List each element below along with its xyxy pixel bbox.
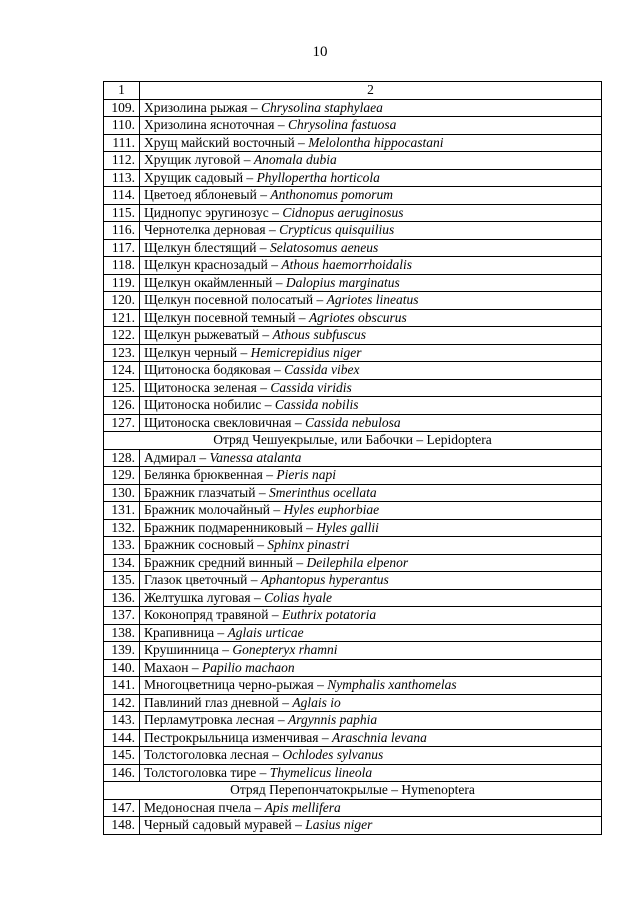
table-row <box>104 169 602 187</box>
table-row <box>104 344 602 362</box>
latin-name: Phyllopertha horticola <box>256 169 380 185</box>
table-row <box>104 519 602 537</box>
common-name: Глазок цветочный – <box>144 572 261 587</box>
row-number: 147. <box>104 799 140 817</box>
row-number: 122. <box>104 327 140 345</box>
species-name <box>140 764 602 782</box>
species-name <box>140 519 602 537</box>
table-row <box>104 414 602 432</box>
species-name <box>140 554 602 572</box>
common-name: Крушинница – <box>144 642 233 657</box>
table-row <box>104 572 602 590</box>
latin-name: Euthrix potatoria <box>282 607 377 622</box>
common-name: Черный садовый муравей – <box>144 817 306 832</box>
row-number: 138. <box>104 624 140 642</box>
table-row <box>104 677 602 695</box>
latin-name: Athous haemorrhoidalis <box>281 257 412 272</box>
latin-name: Cassida nebulosa <box>304 414 401 430</box>
species-name <box>140 134 602 152</box>
species-name <box>140 467 602 485</box>
latin-name: Araschnia levana <box>332 729 427 745</box>
species-name <box>140 414 602 432</box>
common-name: Махаон – <box>144 659 203 675</box>
latin-name: Thymelicus lineola <box>269 764 373 780</box>
row-number: 121. <box>104 309 140 327</box>
common-name: Пестрокрыльница изменчивая – <box>144 729 332 745</box>
row-number: 129. <box>104 467 140 485</box>
row-number: 148. <box>104 817 140 835</box>
table-row <box>104 222 602 240</box>
latin-name: Agriotes obscurus <box>308 309 407 325</box>
species-table <box>103 81 602 835</box>
species-name <box>140 817 602 835</box>
species-name <box>140 589 602 607</box>
species-name <box>140 152 602 170</box>
table-row <box>104 117 602 135</box>
latin-name: Colias hyale <box>264 589 332 605</box>
latin-name: Athous subfuscus <box>272 327 366 342</box>
common-name: Щитоноска бодяковая – <box>144 362 285 377</box>
row-number: 143. <box>104 712 140 730</box>
table-row <box>104 274 602 292</box>
row-number: 136. <box>104 589 140 607</box>
table-row <box>104 309 602 327</box>
table-row <box>104 397 602 415</box>
section-title: Отряд Чешуекрылые, или Бабочки – Lepidoptera <box>104 432 602 450</box>
common-name: Хрущик луговой – <box>144 152 254 167</box>
latin-name: Aglais io <box>292 694 341 710</box>
row-number: 116. <box>104 222 140 240</box>
latin-name: Papilio machaon <box>202 659 295 675</box>
row-number: 114. <box>104 187 140 205</box>
latin-name: Crypticus quisquilius <box>279 222 395 237</box>
common-name: Хрущик садовый – <box>144 169 257 185</box>
species-name <box>140 292 602 310</box>
common-name: Щелкун посевной темный – <box>144 309 309 325</box>
row-number: 134. <box>104 554 140 572</box>
species-name <box>140 624 602 642</box>
table-row <box>104 694 602 712</box>
table-row <box>104 554 602 572</box>
row-number: 124. <box>104 362 140 380</box>
common-name: Многоцветница черно-рыжая – <box>144 677 328 692</box>
common-name: Бражник глазчатый – <box>144 484 269 500</box>
species-name <box>140 607 602 625</box>
common-name: Белянка брюквенная – <box>144 467 277 482</box>
species-name <box>140 362 602 380</box>
common-name: Циднопус эругинозус – <box>144 204 283 220</box>
table-row <box>104 484 602 502</box>
latin-name: Sphinx pinastri <box>267 537 350 552</box>
species-name <box>140 537 602 555</box>
species-name <box>140 327 602 345</box>
row-number: 119. <box>104 274 140 292</box>
common-name: Толстоголовка лесная – <box>144 747 283 762</box>
latin-name: Aglais urticae <box>227 624 304 640</box>
table-row <box>104 502 602 520</box>
species-name <box>140 449 602 467</box>
row-number: 117. <box>104 239 140 257</box>
table-row <box>104 642 602 660</box>
row-number: 142. <box>104 694 140 712</box>
table-row <box>104 764 602 782</box>
row-number: 146. <box>104 764 140 782</box>
species-name <box>140 117 602 135</box>
common-name: Чернотелка дерновая – <box>144 222 280 237</box>
species-name <box>140 239 602 257</box>
latin-name: Smerinthus ocellata <box>268 484 377 500</box>
row-number: 128. <box>104 449 140 467</box>
row-number: 112. <box>104 152 140 170</box>
latin-name: Agriotes lineatus <box>326 292 419 307</box>
table-row <box>104 99 602 117</box>
row-number: 145. <box>104 747 140 765</box>
species-name <box>140 799 602 817</box>
species-name <box>140 694 602 712</box>
section-row <box>104 432 602 450</box>
latin-name: Chrysolina fastuosa <box>287 117 397 132</box>
table-row <box>104 659 602 677</box>
latin-name: Anthonomus pomorum <box>270 187 393 202</box>
table-row <box>104 624 602 642</box>
header-column-number: 1 <box>104 82 140 100</box>
row-number: 118. <box>104 257 140 275</box>
species-name <box>140 379 602 397</box>
common-name: Бражник сосновый – <box>144 537 268 552</box>
latin-name: Hyles gallii <box>316 519 379 535</box>
table-row <box>104 449 602 467</box>
common-name: Цветоед яблоневый – <box>144 187 271 202</box>
species-name <box>140 274 602 292</box>
row-number: 141. <box>104 677 140 695</box>
species-name <box>140 484 602 502</box>
latin-name: Cassida nobilis <box>274 397 359 412</box>
latin-name: Cassida vibex <box>284 362 360 377</box>
latin-name: Lasius niger <box>305 817 373 832</box>
row-number: 135. <box>104 572 140 590</box>
row-number: 125. <box>104 379 140 397</box>
species-name <box>140 204 602 222</box>
species-name <box>140 502 602 520</box>
row-number: 133. <box>104 537 140 555</box>
common-name: Щелкун рыжеватый – <box>144 327 273 342</box>
table-row <box>104 817 602 835</box>
species-name <box>140 257 602 275</box>
header-column-species: 2 <box>140 82 602 100</box>
latin-name: Pieris napi <box>276 467 336 482</box>
row-number: 131. <box>104 502 140 520</box>
common-name: Желтушка луговая – <box>144 589 265 605</box>
row-number: 115. <box>104 204 140 222</box>
table-row <box>104 799 602 817</box>
table-row <box>104 729 602 747</box>
row-number: 144. <box>104 729 140 747</box>
table-header-row <box>104 82 602 100</box>
common-name: Щитоноска нобилис – <box>144 397 275 412</box>
table-row <box>104 327 602 345</box>
table-row <box>104 379 602 397</box>
common-name: Бражник молочайный – <box>144 502 284 517</box>
species-table-body <box>104 82 602 835</box>
row-number: 126. <box>104 397 140 415</box>
species-name <box>140 659 602 677</box>
table-row <box>104 239 602 257</box>
latin-name: Apis mellifera <box>264 799 341 815</box>
latin-name: Ochlodes sylvanus <box>282 747 384 762</box>
row-number: 140. <box>104 659 140 677</box>
row-number: 137. <box>104 607 140 625</box>
common-name: Щитоноска зеленая – <box>144 379 271 395</box>
common-name: Медоносная пчела – <box>144 799 265 815</box>
table-row <box>104 362 602 380</box>
common-name: Толстоголовка тире – <box>144 764 270 780</box>
species-name <box>140 309 602 327</box>
table-row <box>104 152 602 170</box>
latin-name: Gonepteryx rhamni <box>232 642 338 657</box>
species-name <box>140 397 602 415</box>
latin-name: Selatosomus aeneus <box>269 239 379 255</box>
latin-name: Hemicrepidius niger <box>250 344 362 360</box>
row-number: 127. <box>104 414 140 432</box>
common-name: Щелкун краснозадый – <box>144 257 282 272</box>
table-row <box>104 187 602 205</box>
common-name: Коконопряд травяной – <box>144 607 283 622</box>
common-name: Бражник средний винный – <box>144 554 307 570</box>
species-name <box>140 729 602 747</box>
latin-name: Melolontha hippocastani <box>308 134 444 150</box>
common-name: Щитоноска свекловичная – <box>144 414 305 430</box>
latin-name: Argynnis paphia <box>287 712 378 727</box>
page-number: 10 <box>312 44 328 60</box>
latin-name: Dalopius marginatus <box>285 274 400 290</box>
common-name: Щелкун блестящий – <box>144 239 270 255</box>
common-name: Перламутровка лесная – <box>144 712 288 727</box>
latin-name: Aphantopus hyperantus <box>260 572 389 587</box>
table-row <box>104 712 602 730</box>
section-row <box>104 782 602 800</box>
table-row <box>104 204 602 222</box>
common-name: Щелкун черный – <box>144 344 251 360</box>
section-title: Отряд Перепончатокрылые – Hymenoptera <box>104 782 602 800</box>
row-number: 132. <box>104 519 140 537</box>
species-name <box>140 99 602 117</box>
latin-name: Deilephila elpenor <box>306 554 409 570</box>
row-number: 111. <box>104 134 140 152</box>
common-name: Бражник подмаренниковый – <box>144 519 317 535</box>
row-number: 113. <box>104 169 140 187</box>
table-row <box>104 607 602 625</box>
row-number: 139. <box>104 642 140 660</box>
table-row <box>104 257 602 275</box>
species-name <box>140 677 602 695</box>
latin-name: Hyles euphorbiae <box>283 502 380 517</box>
row-number: 123. <box>104 344 140 362</box>
species-name <box>140 572 602 590</box>
table-row <box>104 467 602 485</box>
species-name <box>140 169 602 187</box>
latin-name: Cassida viridis <box>270 379 352 395</box>
latin-name: Anomala dubia <box>253 152 337 167</box>
latin-name: Cidnopus aeruginosus <box>282 204 404 220</box>
common-name: Хризолина рыжая – <box>144 99 261 115</box>
common-name: Щелкун посевной полосатый – <box>144 292 327 307</box>
table-row <box>104 292 602 310</box>
common-name: Крапивница – <box>144 624 228 640</box>
species-name <box>140 712 602 730</box>
species-name <box>140 747 602 765</box>
table-row <box>104 747 602 765</box>
species-name <box>140 222 602 240</box>
row-number: 130. <box>104 484 140 502</box>
common-name: Хризолина ясноточная – <box>144 117 288 132</box>
row-number: 109. <box>104 99 140 117</box>
table-row <box>104 537 602 555</box>
common-name: Павлиний глаз дневной – <box>144 694 293 710</box>
common-name: Хрущ майский восточный – <box>144 134 309 150</box>
table-row <box>104 589 602 607</box>
species-name <box>140 187 602 205</box>
table-row <box>104 134 602 152</box>
common-name: Щелкун окаймленный – <box>144 274 286 290</box>
latin-name: Chrysolina staphylaea <box>260 99 383 115</box>
common-name: Адмирал – <box>144 449 210 465</box>
species-name <box>140 642 602 660</box>
row-number: 110. <box>104 117 140 135</box>
species-name <box>140 344 602 362</box>
latin-name: Nymphalis xanthomelas <box>327 677 457 692</box>
latin-name: Vanessa atalanta <box>209 449 302 465</box>
row-number: 120. <box>104 292 140 310</box>
